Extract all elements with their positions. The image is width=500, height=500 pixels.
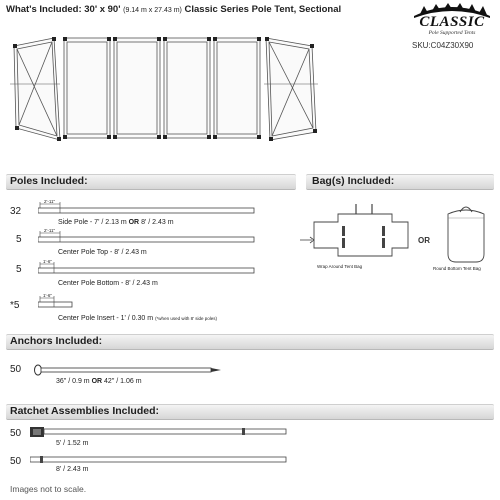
pole-dimension: 2'-11" [44, 228, 56, 233]
ratchet-quantity: 50 [10, 456, 22, 467]
tent-section-3 [164, 38, 210, 138]
title-rest: Classic Series Pole Tent, Sectional [184, 4, 342, 15]
title-main: What's Included: 30' x 90' [6, 4, 121, 15]
ratchets-section-title: Ratchet Assemblies Included: [10, 405, 159, 417]
page-title [6, 4, 341, 15]
anchor-quantity: 50 [10, 364, 22, 375]
pole-label [58, 315, 217, 322]
pole-quantity: 32 [10, 206, 22, 217]
pole-label-or: OR [128, 219, 140, 226]
pole-label-a: Center Pole Insert - 1' / 0.30 m [58, 315, 154, 322]
pole-dimension: 1'-6" [43, 259, 52, 264]
center-pole-bottom-illustration [38, 260, 258, 276]
pole-label [58, 219, 174, 226]
bags-or-label: OR [418, 236, 430, 245]
anchor-label-b: 42" / 1.06 m [104, 378, 142, 385]
poles-section-title: Poles Included: [10, 175, 88, 187]
wrap-around-bag-icon [298, 200, 418, 268]
pole-label: Center Pole Bottom - 8' / 2.43 m [58, 280, 158, 287]
pole-label-b: 8' / 2.43 m [141, 219, 174, 226]
sku-label: SKU:C04Z30X90 [412, 41, 474, 50]
anchor-label-or: OR [91, 378, 103, 385]
pole-quantity: 5 [16, 264, 22, 275]
footnote: Images not to scale. [10, 484, 87, 494]
ratchet-label: 5' / 1.52 m [56, 440, 89, 447]
title-metric: (9.14 m x 27.43 m) [123, 7, 182, 14]
ratchet-strap-5ft-illustration [30, 424, 290, 440]
pole-quantity: 5 [16, 234, 22, 245]
logo-wordmark: CLASSIC [419, 14, 485, 30]
pole-quantity: *5 [10, 300, 20, 311]
ratchet-label: 8' / 2.43 m [56, 466, 89, 473]
pole-label: Center Pole Top - 8' / 2.43 m [58, 249, 147, 256]
anchors-section-title: Anchors Included: [10, 335, 103, 347]
pole-dimension: 1'-6" [43, 293, 52, 298]
bags-section-title: Bag(s) Included: [312, 175, 395, 187]
round-bag-label: Round Bottom Tent Bag [433, 266, 481, 271]
anchor-stake-illustration [34, 362, 224, 378]
pole-label-a: Side Pole - 7' / 2.13 m [58, 219, 127, 226]
tent-end-right [264, 38, 318, 140]
wrap-bag-label: Wrap Around Tent Bag [317, 264, 363, 269]
tent-section-1 [64, 38, 110, 138]
round-bottom-bag-icon [440, 200, 492, 266]
ratchet-quantity: 50 [10, 428, 22, 439]
anchor-label-a: 36" / 0.9 m [56, 378, 90, 385]
center-pole-top-illustration [38, 229, 258, 245]
tent-section-4 [214, 38, 260, 138]
pole-note: (*when used with 8' side poles) [155, 316, 217, 321]
tent-end-left [10, 38, 60, 140]
anchor-label [56, 378, 142, 385]
side-pole-illustration [38, 200, 258, 216]
tent-plan-diagram [0, 28, 340, 158]
pole-dimension: 2'-11" [44, 199, 56, 204]
logo-tagline: Pole Supported Tents [428, 30, 476, 36]
tent-section-2 [114, 38, 160, 138]
